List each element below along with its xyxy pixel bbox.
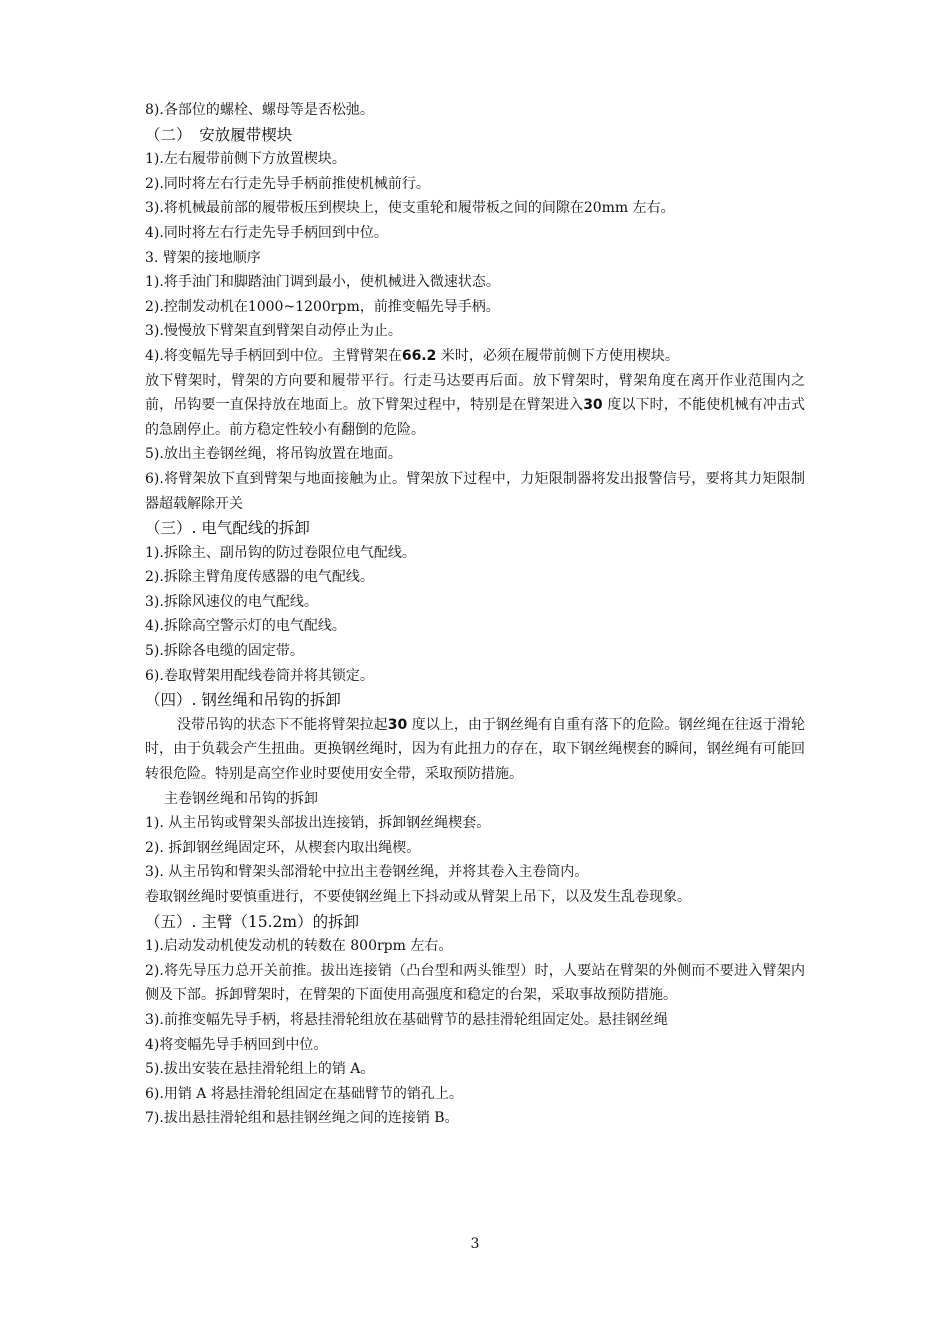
list-item: 4).拆除高空警示灯的电气配线。 [145, 618, 346, 635]
list-item: 3).拆除风速仪的电气配线。 [145, 593, 318, 610]
document-page [145, 98, 805, 1131]
list-item: 2).控制发动机在1000~1200rpm，前推变幅先导手柄。 [145, 298, 500, 315]
list-item: 2). 拆卸钢丝绳固定环，从楔套内取出绳楔。 [145, 839, 421, 856]
list-item: 1).将手油门和脚踏油门调到最小，使机械进入微速状态。 [145, 274, 500, 291]
list-item: 1).左右履带前侧下方放置楔块。 [145, 151, 346, 168]
section-heading: （四）. 钢丝绳和吊钩的拆卸 [145, 691, 341, 710]
list-item: 4)将变幅先导手柄回到中位。 [145, 1036, 328, 1053]
list-item: 6).用销 A 将悬挂滑轮组固定在基础臂节的销孔上。 [145, 1085, 463, 1102]
bold-number: 30 [387, 716, 408, 733]
text-segment: 放下臂架时，臂架的方向要和履带平行。行走马达要再后面。放下臂架时，臂架角度在离开作业范围内之前，吊钩要一直保持放在地面上。放下臂架过程中，特别是在臂架进入 [145, 372, 805, 414]
section-heading: （三）. 电气配线的拆卸 [145, 519, 310, 538]
text-segment: 度以上，由于钢丝绳有自重有落下的危险。钢丝绳在往返于滑轮时，由于负载会产生扭曲。更换钢丝绳时，因为有此扭力的存在，取下钢丝绳楔套的瞬间，钢丝绳有可能回转很危险。特别是高空作业时要使用安全带，采取预防措施。 [145, 716, 805, 783]
list-item: 3).将机械最前部的履带板压到楔块上，使支重轮和履带板之间的间隙在20mm 左右。 [145, 200, 675, 217]
text-segment: 度以下时，不能使机械有冲击式的急剧停止。前方稳定性较小有翻倒的危险。 [145, 397, 806, 438]
list-item: 6).将臂架放下直到臂架与地面接触为止。臂架放下过程中，力矩限制器将发出报警信号，要将其力矩限制器超载解除开关 [145, 470, 805, 512]
list-item: 1).启动发动机使发动机的转数在 800rpm 左右。 [145, 938, 453, 955]
list-item: 7).拔出悬挂滑轮组和悬挂钢丝绳之间的连接销 B。 [145, 1110, 459, 1127]
paragraph: 卷取钢丝绳时要慎重进行，不要使钢丝绳上下抖动或从臂架上吊下，以及发生乱卷现象。 [145, 889, 691, 905]
list-item: 3).前推变幅先导手柄，将悬挂滑轮组放在基础臂节的悬挂滑轮组固定处。悬挂钢丝绳 [145, 1011, 668, 1028]
list-item [145, 344, 805, 369]
list-item: 1).拆除主、副吊钩的防过卷限位电气配线。 [145, 544, 416, 561]
list-item: 2).将先导压力总开关前推。拔出连接销（凸台型和两头锥型）时，人要站在臂架的外侧而不要进入臂架内侧及下部。拆卸臂架时，在臂架的下面使用高强度和稳定的台架，采取事故预防措施。 [145, 962, 805, 1004]
section-heading: （五）. 主臂（15.2m）的拆卸 [145, 912, 360, 931]
bold-number: 30 [583, 397, 603, 414]
list-item: 6).卷取臂架用配线卷筒并将其锁定。 [145, 667, 374, 684]
paragraph [145, 713, 805, 787]
list-item: 5).放出主卷钢丝绳，将吊钩放置在地面。 [145, 446, 402, 463]
list-item: 8).各部位的螺栓、螺母等是否松弛。 [145, 102, 374, 118]
section-heading: （二） 安放履带楔块 [145, 125, 293, 144]
list-item: 3). 从主吊钩和臂架头部滑轮中拉出主卷钢丝绳，并将其卷入主卷筒内。 [145, 864, 589, 881]
list-item: 4).同时将左右行走先导手柄回到中位。 [145, 224, 388, 241]
list-item: 2).拆除主臂角度传感器的电气配线。 [145, 569, 374, 586]
list-item: 2).同时将左右行走先导手柄前推使机械前行。 [145, 175, 430, 192]
bold-number: 66.2 [401, 347, 437, 364]
list-item: 5).拔出安装在悬挂滑轮组上的销 A。 [145, 1061, 375, 1078]
list-item: 5).拆除各电缆的固定带。 [145, 643, 304, 660]
paragraph [145, 369, 805, 443]
text-segment: 4).将变幅先导手柄回到中位。主臂臂架在 [145, 347, 402, 364]
text-segment: 没带吊钩的状态下不能将臂架拉起 [177, 716, 388, 733]
list-item: 3).慢慢放下臂架直到臂架自动停止为止。 [145, 323, 402, 340]
list-item: 1). 从主吊钩或臂架头部拔出连接销，拆卸钢丝绳楔套。 [145, 815, 491, 832]
page-number: 3 [470, 1236, 480, 1252]
text-segment: 米时，必须在履带前侧下方使用楔块。 [436, 347, 679, 364]
subheading: 主卷钢丝绳和吊钩的拆卸 [164, 790, 318, 807]
section-heading: 3. 臂架的接地顺序 [145, 249, 261, 266]
